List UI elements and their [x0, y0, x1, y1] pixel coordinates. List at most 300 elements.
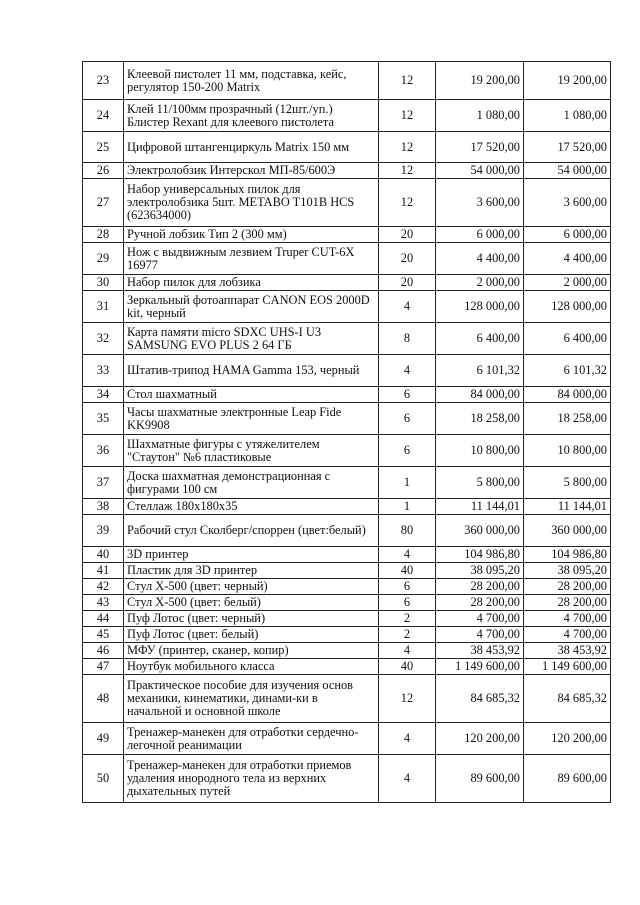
- row-number-text: 43: [96, 595, 110, 609]
- quantity-text: 12: [400, 163, 414, 177]
- row-number-text: 32: [96, 331, 110, 345]
- sum-text: 11 144,01: [557, 499, 607, 513]
- item-name-text: Набор универсальных пилок для электролобзика 5шт. METABO T101B HCS (623634000): [127, 182, 355, 222]
- table-row: [83, 62, 611, 100]
- table-row: [83, 291, 611, 323]
- price-cell: [436, 611, 524, 627]
- table-row: [83, 579, 611, 595]
- price-text: 28 200,00: [470, 579, 520, 593]
- table-row: [83, 675, 611, 723]
- item-name-text: Цифровой штангенциркуль Matrix 150 мм: [127, 139, 350, 154]
- quantity-text: 1: [403, 499, 411, 513]
- row-number-text: 46: [96, 643, 110, 657]
- table-row: [83, 355, 611, 387]
- sum-cell: [524, 387, 611, 403]
- price-cell: [436, 323, 524, 355]
- item-name-text: Стеллаж 180х180х35: [127, 499, 238, 513]
- item-name-text: МФУ (принтер, сканер, копир): [127, 643, 289, 657]
- item-name-text: Карта памяти micro SDXC UHS-I U3 SAMSUNG EVO PLUS 2 64 ГБ: [127, 324, 322, 352]
- item-name-text: Тренажер-манекен для отработки приемов удаления инородного тела из верхних дыхательных путей: [127, 758, 352, 798]
- price-cell: [436, 579, 524, 595]
- table-row: [83, 563, 611, 579]
- price-cell: [436, 227, 524, 243]
- quantity-cell: [379, 467, 436, 499]
- item-name-cell: [124, 659, 379, 675]
- quantity-cell: [379, 323, 436, 355]
- item-name-text: 3D принтер: [127, 547, 189, 561]
- row-number-cell: [83, 403, 124, 435]
- quantity-text: 4: [403, 547, 411, 561]
- quantity-cell: [379, 179, 436, 227]
- items-table: [82, 61, 611, 803]
- price-text: 10 800,00: [470, 443, 520, 457]
- price-text: 5 800,00: [476, 475, 520, 489]
- quantity-text: 4: [403, 363, 411, 377]
- quantity-text: 80: [400, 523, 414, 537]
- sum-text: 2 000,00: [563, 275, 607, 289]
- row-number-text: 47: [96, 659, 110, 673]
- item-name-text: Шахматные фигуры с утяжелителем "Стаутон" №6 пластиковые: [127, 436, 320, 464]
- sum-cell: [524, 62, 611, 100]
- quantity-text: 6: [403, 595, 411, 609]
- row-number-cell: [83, 467, 124, 499]
- quantity-text: 40: [400, 563, 414, 577]
- price-text: 18 258,00: [470, 411, 520, 425]
- item-name-text: Ноутбук мобильного класса: [127, 659, 275, 673]
- quantity-text: 6: [403, 387, 411, 401]
- table-row: [83, 163, 611, 179]
- sum-cell: [524, 675, 611, 723]
- quantity-cell: [379, 403, 436, 435]
- item-name-text: Штатив-трипод HAMA Gamma 153, черный: [127, 363, 360, 377]
- quantity-cell: [379, 132, 436, 163]
- item-name-cell: [124, 291, 379, 323]
- price-text: 6 101,32: [476, 363, 520, 377]
- quantity-text: 2: [403, 627, 411, 641]
- row-number-text: 26: [96, 163, 110, 177]
- item-name-cell: [124, 499, 379, 515]
- quantity-text: 6: [403, 411, 411, 425]
- quantity-text: 4: [403, 731, 411, 745]
- price-cell: [436, 563, 524, 579]
- row-number-text: 31: [96, 299, 110, 313]
- sum-cell: [524, 755, 611, 803]
- sum-text: 4 700,00: [563, 611, 607, 625]
- item-name-text: Клеевой пистолет 11 мм, подставка, кейс, регулятор 150-200 Matrix: [127, 66, 347, 94]
- table-row: [83, 243, 611, 275]
- row-number-cell: [83, 627, 124, 643]
- row-number-text: 27: [96, 195, 110, 209]
- price-text: 84 685,32: [470, 691, 520, 705]
- item-name-cell: [124, 595, 379, 611]
- sum-text: 104 986,80: [551, 547, 607, 561]
- row-number-cell: [83, 275, 124, 291]
- price-cell: [436, 675, 524, 723]
- table-row: [83, 659, 611, 675]
- price-cell: [436, 643, 524, 659]
- quantity-cell: [379, 755, 436, 803]
- sum-cell: [524, 355, 611, 387]
- price-text: 1 080,00: [476, 108, 520, 122]
- table-row: [83, 643, 611, 659]
- item-name-cell: [124, 100, 379, 132]
- sum-text: 1 149 600,00: [541, 659, 607, 673]
- table-row: [83, 403, 611, 435]
- price-cell: [436, 291, 524, 323]
- item-name-cell: [124, 627, 379, 643]
- item-name-cell: [124, 723, 379, 755]
- sum-cell: [524, 563, 611, 579]
- sum-cell: [524, 499, 611, 515]
- table-row: [83, 611, 611, 627]
- quantity-text: 2: [403, 611, 411, 625]
- sum-text: 6 000,00: [563, 227, 607, 241]
- table-row: [83, 547, 611, 563]
- sum-cell: [524, 627, 611, 643]
- row-number-cell: [83, 547, 124, 563]
- item-name-cell: [124, 643, 379, 659]
- item-name-cell: [124, 547, 379, 563]
- quantity-cell: [379, 243, 436, 275]
- table-row: [83, 179, 611, 227]
- price-text: 1 149 600,00: [454, 659, 520, 673]
- row-number-text: 45: [96, 627, 110, 641]
- sum-cell: [524, 291, 611, 323]
- row-number-cell: [83, 62, 124, 100]
- item-name-text: Стол шахматный: [127, 387, 217, 401]
- sum-cell: [524, 243, 611, 275]
- row-number-text: 23: [96, 73, 110, 87]
- price-cell: [436, 62, 524, 100]
- row-number-text: 50: [96, 771, 110, 785]
- item-name-text: Доска шахматная демонстрационная с фигурами 100 см: [127, 468, 331, 496]
- sum-cell: [524, 132, 611, 163]
- row-number-cell: [83, 515, 124, 547]
- table-row: [83, 275, 611, 291]
- quantity-text: 4: [403, 643, 411, 657]
- price-cell: [436, 755, 524, 803]
- price-text: 4 700,00: [476, 611, 520, 625]
- sum-text: 5 800,00: [563, 475, 607, 489]
- price-text: 19 200,00: [470, 73, 520, 87]
- table-row: [83, 499, 611, 515]
- item-name-cell: [124, 275, 379, 291]
- item-name-text: Электролобзик Интерскол МП-85/600Э: [127, 163, 336, 177]
- price-cell: [436, 100, 524, 132]
- price-text: 38 453,92: [470, 643, 520, 657]
- sum-text: 19 200,00: [557, 73, 607, 87]
- item-name-cell: [124, 611, 379, 627]
- item-name-text: Пуф Лотос (цвет: белый): [127, 627, 259, 641]
- row-number-cell: [83, 675, 124, 723]
- row-number-text: 36: [96, 443, 110, 457]
- quantity-cell: [379, 163, 436, 179]
- row-number-cell: [83, 611, 124, 627]
- quantity-text: 12: [400, 108, 414, 122]
- sum-cell: [524, 163, 611, 179]
- item-name-cell: [124, 563, 379, 579]
- price-cell: [436, 723, 524, 755]
- item-name-cell: [124, 755, 379, 803]
- row-number-text: 44: [96, 611, 110, 625]
- item-name-cell: [124, 62, 379, 100]
- price-text: 128 000,00: [464, 299, 520, 313]
- row-number-text: 24: [96, 108, 110, 122]
- sum-cell: [524, 435, 611, 467]
- price-text: 11 144,01: [470, 499, 520, 513]
- quantity-cell: [379, 675, 436, 723]
- sum-cell: [524, 275, 611, 291]
- sum-text: 28 200,00: [557, 579, 607, 593]
- quantity-text: 40: [400, 659, 414, 673]
- row-number-cell: [83, 643, 124, 659]
- row-number-text: 49: [96, 731, 110, 745]
- item-name-cell: [124, 163, 379, 179]
- item-name-cell: [124, 515, 379, 547]
- price-cell: [436, 179, 524, 227]
- quantity-text: 12: [400, 73, 414, 87]
- sum-cell: [524, 323, 611, 355]
- price-cell: [436, 595, 524, 611]
- row-number-text: 33: [96, 363, 110, 377]
- price-text: 28 200,00: [470, 595, 520, 609]
- quantity-text: 6: [403, 579, 411, 593]
- sum-text: 84 685,32: [557, 691, 607, 705]
- item-name-cell: [124, 387, 379, 403]
- row-number-cell: [83, 243, 124, 275]
- price-text: 89 600,00: [470, 771, 520, 785]
- sum-cell: [524, 227, 611, 243]
- quantity-cell: [379, 62, 436, 100]
- price-cell: [436, 499, 524, 515]
- row-number-text: 30: [96, 275, 110, 289]
- price-cell: [436, 515, 524, 547]
- quantity-cell: [379, 643, 436, 659]
- sum-cell: [524, 100, 611, 132]
- sum-text: 6 101,32: [563, 363, 607, 377]
- row-number-cell: [83, 323, 124, 355]
- price-cell: [436, 659, 524, 675]
- row-number-cell: [83, 179, 124, 227]
- quantity-text: 4: [403, 771, 411, 785]
- row-number-cell: [83, 659, 124, 675]
- item-name-cell: [124, 675, 379, 723]
- sum-cell: [524, 659, 611, 675]
- price-text: 38 095,20: [470, 563, 520, 577]
- row-number-text: 38: [96, 499, 110, 513]
- quantity-text: 4: [403, 299, 411, 313]
- row-number-text: 42: [96, 579, 110, 593]
- item-name-text: Пластик для 3D принтер: [127, 563, 258, 577]
- item-name-text: Клей 11/100мм прозрачный (12шт./уп.) Блистер Rexant для клеевого пистолета: [127, 101, 334, 129]
- row-number-text: 48: [96, 691, 110, 705]
- sum-text: 120 200,00: [551, 731, 607, 745]
- row-number-text: 37: [96, 475, 110, 489]
- price-cell: [436, 387, 524, 403]
- items-table-body: [83, 62, 611, 803]
- sum-cell: [524, 723, 611, 755]
- table-row: [83, 387, 611, 403]
- sum-cell: [524, 579, 611, 595]
- price-cell: [436, 547, 524, 563]
- item-name-text: Стул X-500 (цвет: черный): [127, 579, 268, 593]
- quantity-cell: [379, 515, 436, 547]
- quantity-cell: [379, 275, 436, 291]
- item-name-text: Часы шахматные электронные Leap Fide KK9908: [127, 404, 342, 432]
- item-name-text: Нож с выдвижным лезвием Truper CUT-6X 16977: [127, 244, 355, 272]
- row-number-cell: [83, 100, 124, 132]
- item-name-text: Пуф Лотос (цвет: черный): [127, 611, 266, 625]
- row-number-text: 25: [96, 139, 110, 154]
- quantity-text: 1: [403, 475, 411, 489]
- item-name-cell: [124, 179, 379, 227]
- row-number-text: 40: [96, 547, 110, 561]
- sum-text: 4 400,00: [563, 251, 607, 265]
- item-name-text: Стул X-500 (цвет: белый): [127, 595, 261, 609]
- sum-text: 89 600,00: [557, 771, 607, 785]
- sum-text: 360 000,00: [551, 523, 607, 537]
- sum-text: 18 258,00: [557, 411, 607, 425]
- sum-cell: [524, 403, 611, 435]
- quantity-text: 6: [403, 443, 411, 457]
- sum-text: 84 000,00: [557, 387, 607, 401]
- quantity-text: 20: [400, 227, 414, 241]
- quantity-cell: [379, 659, 436, 675]
- sum-text: 10 800,00: [557, 443, 607, 457]
- table-row: [83, 132, 611, 163]
- item-name-cell: [124, 579, 379, 595]
- sum-text: 3 600,00: [563, 195, 607, 209]
- sum-cell: [524, 179, 611, 227]
- price-cell: [436, 403, 524, 435]
- row-number-cell: [83, 579, 124, 595]
- row-number-cell: [83, 755, 124, 803]
- sum-text: 17 520,00: [557, 139, 607, 154]
- item-name-cell: [124, 132, 379, 163]
- row-number-text: 29: [96, 251, 110, 265]
- quantity-cell: [379, 595, 436, 611]
- row-number-text: 39: [96, 523, 110, 537]
- item-name-cell: [124, 467, 379, 499]
- row-number-cell: [83, 387, 124, 403]
- price-text: 3 600,00: [476, 195, 520, 209]
- row-number-text: 34: [96, 387, 110, 401]
- price-cell: [436, 132, 524, 163]
- table-row: [83, 595, 611, 611]
- sum-cell: [524, 467, 611, 499]
- item-name-text: Тренажер-манекен для отработки сердечно-легочной реанимации: [127, 724, 359, 752]
- table-row: [83, 467, 611, 499]
- row-number-text: 41: [96, 563, 110, 577]
- price-text: 4 700,00: [476, 627, 520, 641]
- sum-text: 4 700,00: [563, 627, 607, 641]
- price-cell: [436, 163, 524, 179]
- row-number-cell: [83, 723, 124, 755]
- item-name-text: Набор пилок для лобзика: [127, 275, 261, 289]
- table-row: [83, 100, 611, 132]
- table-row: [83, 723, 611, 755]
- price-text: 4 400,00: [476, 251, 520, 265]
- item-name-cell: [124, 403, 379, 435]
- item-name-text: Ручной лобзик Тип 2 (300 мм): [127, 227, 287, 241]
- quantity-text: 8: [403, 331, 411, 345]
- table-row: [83, 755, 611, 803]
- quantity-cell: [379, 563, 436, 579]
- quantity-cell: [379, 227, 436, 243]
- price-text: 120 200,00: [464, 731, 520, 745]
- row-number-cell: [83, 435, 124, 467]
- quantity-cell: [379, 387, 436, 403]
- table-row: [83, 515, 611, 547]
- sum-cell: [524, 595, 611, 611]
- price-text: 6 400,00: [476, 331, 520, 345]
- item-name-cell: [124, 323, 379, 355]
- sum-text: 38 095,20: [557, 563, 607, 577]
- item-name-cell: [124, 435, 379, 467]
- item-name-cell: [124, 227, 379, 243]
- sum-text: 54 000,00: [557, 163, 607, 177]
- quantity-cell: [379, 723, 436, 755]
- quantity-cell: [379, 611, 436, 627]
- sum-text: 38 453,92: [557, 643, 607, 657]
- price-cell: [436, 355, 524, 387]
- row-number-text: 35: [96, 411, 110, 425]
- quantity-text: 12: [400, 139, 414, 154]
- sum-text: 6 400,00: [563, 331, 607, 345]
- table-row: [83, 227, 611, 243]
- quantity-cell: [379, 499, 436, 515]
- price-text: 2 000,00: [476, 275, 520, 289]
- table-row: [83, 323, 611, 355]
- table-row: [83, 435, 611, 467]
- quantity-cell: [379, 579, 436, 595]
- quantity-text: 20: [400, 275, 414, 289]
- price-text: 104 986,80: [464, 547, 520, 561]
- price-text: 360 000,00: [464, 523, 520, 537]
- sum-cell: [524, 611, 611, 627]
- row-number-cell: [83, 563, 124, 579]
- item-name-cell: [124, 243, 379, 275]
- row-number-cell: [83, 355, 124, 387]
- item-name-cell: [124, 355, 379, 387]
- price-cell: [436, 435, 524, 467]
- row-number-cell: [83, 132, 124, 163]
- quantity-cell: [379, 291, 436, 323]
- quantity-text: 12: [400, 691, 414, 705]
- price-text: 84 000,00: [470, 387, 520, 401]
- price-cell: [436, 275, 524, 291]
- item-name-text: Зеркальный фотоаппарат CANON EOS 2000D kit, черный: [127, 292, 370, 320]
- item-name-text: Рабочий стул Сколберг/споррен (цвет:белый): [127, 523, 366, 537]
- quantity-cell: [379, 547, 436, 563]
- price-text: 6 000,00: [476, 227, 520, 241]
- price-cell: [436, 627, 524, 643]
- sum-cell: [524, 547, 611, 563]
- sum-cell: [524, 515, 611, 547]
- row-number-cell: [83, 291, 124, 323]
- price-text: 17 520,00: [470, 139, 520, 154]
- row-number-cell: [83, 227, 124, 243]
- quantity-cell: [379, 435, 436, 467]
- sum-text: 128 000,00: [551, 299, 607, 313]
- row-number-cell: [83, 499, 124, 515]
- row-number-text: 28: [96, 227, 110, 241]
- row-number-cell: [83, 163, 124, 179]
- price-text: 54 000,00: [470, 163, 520, 177]
- sum-cell: [524, 643, 611, 659]
- quantity-cell: [379, 100, 436, 132]
- sum-text: 1 080,00: [563, 108, 607, 122]
